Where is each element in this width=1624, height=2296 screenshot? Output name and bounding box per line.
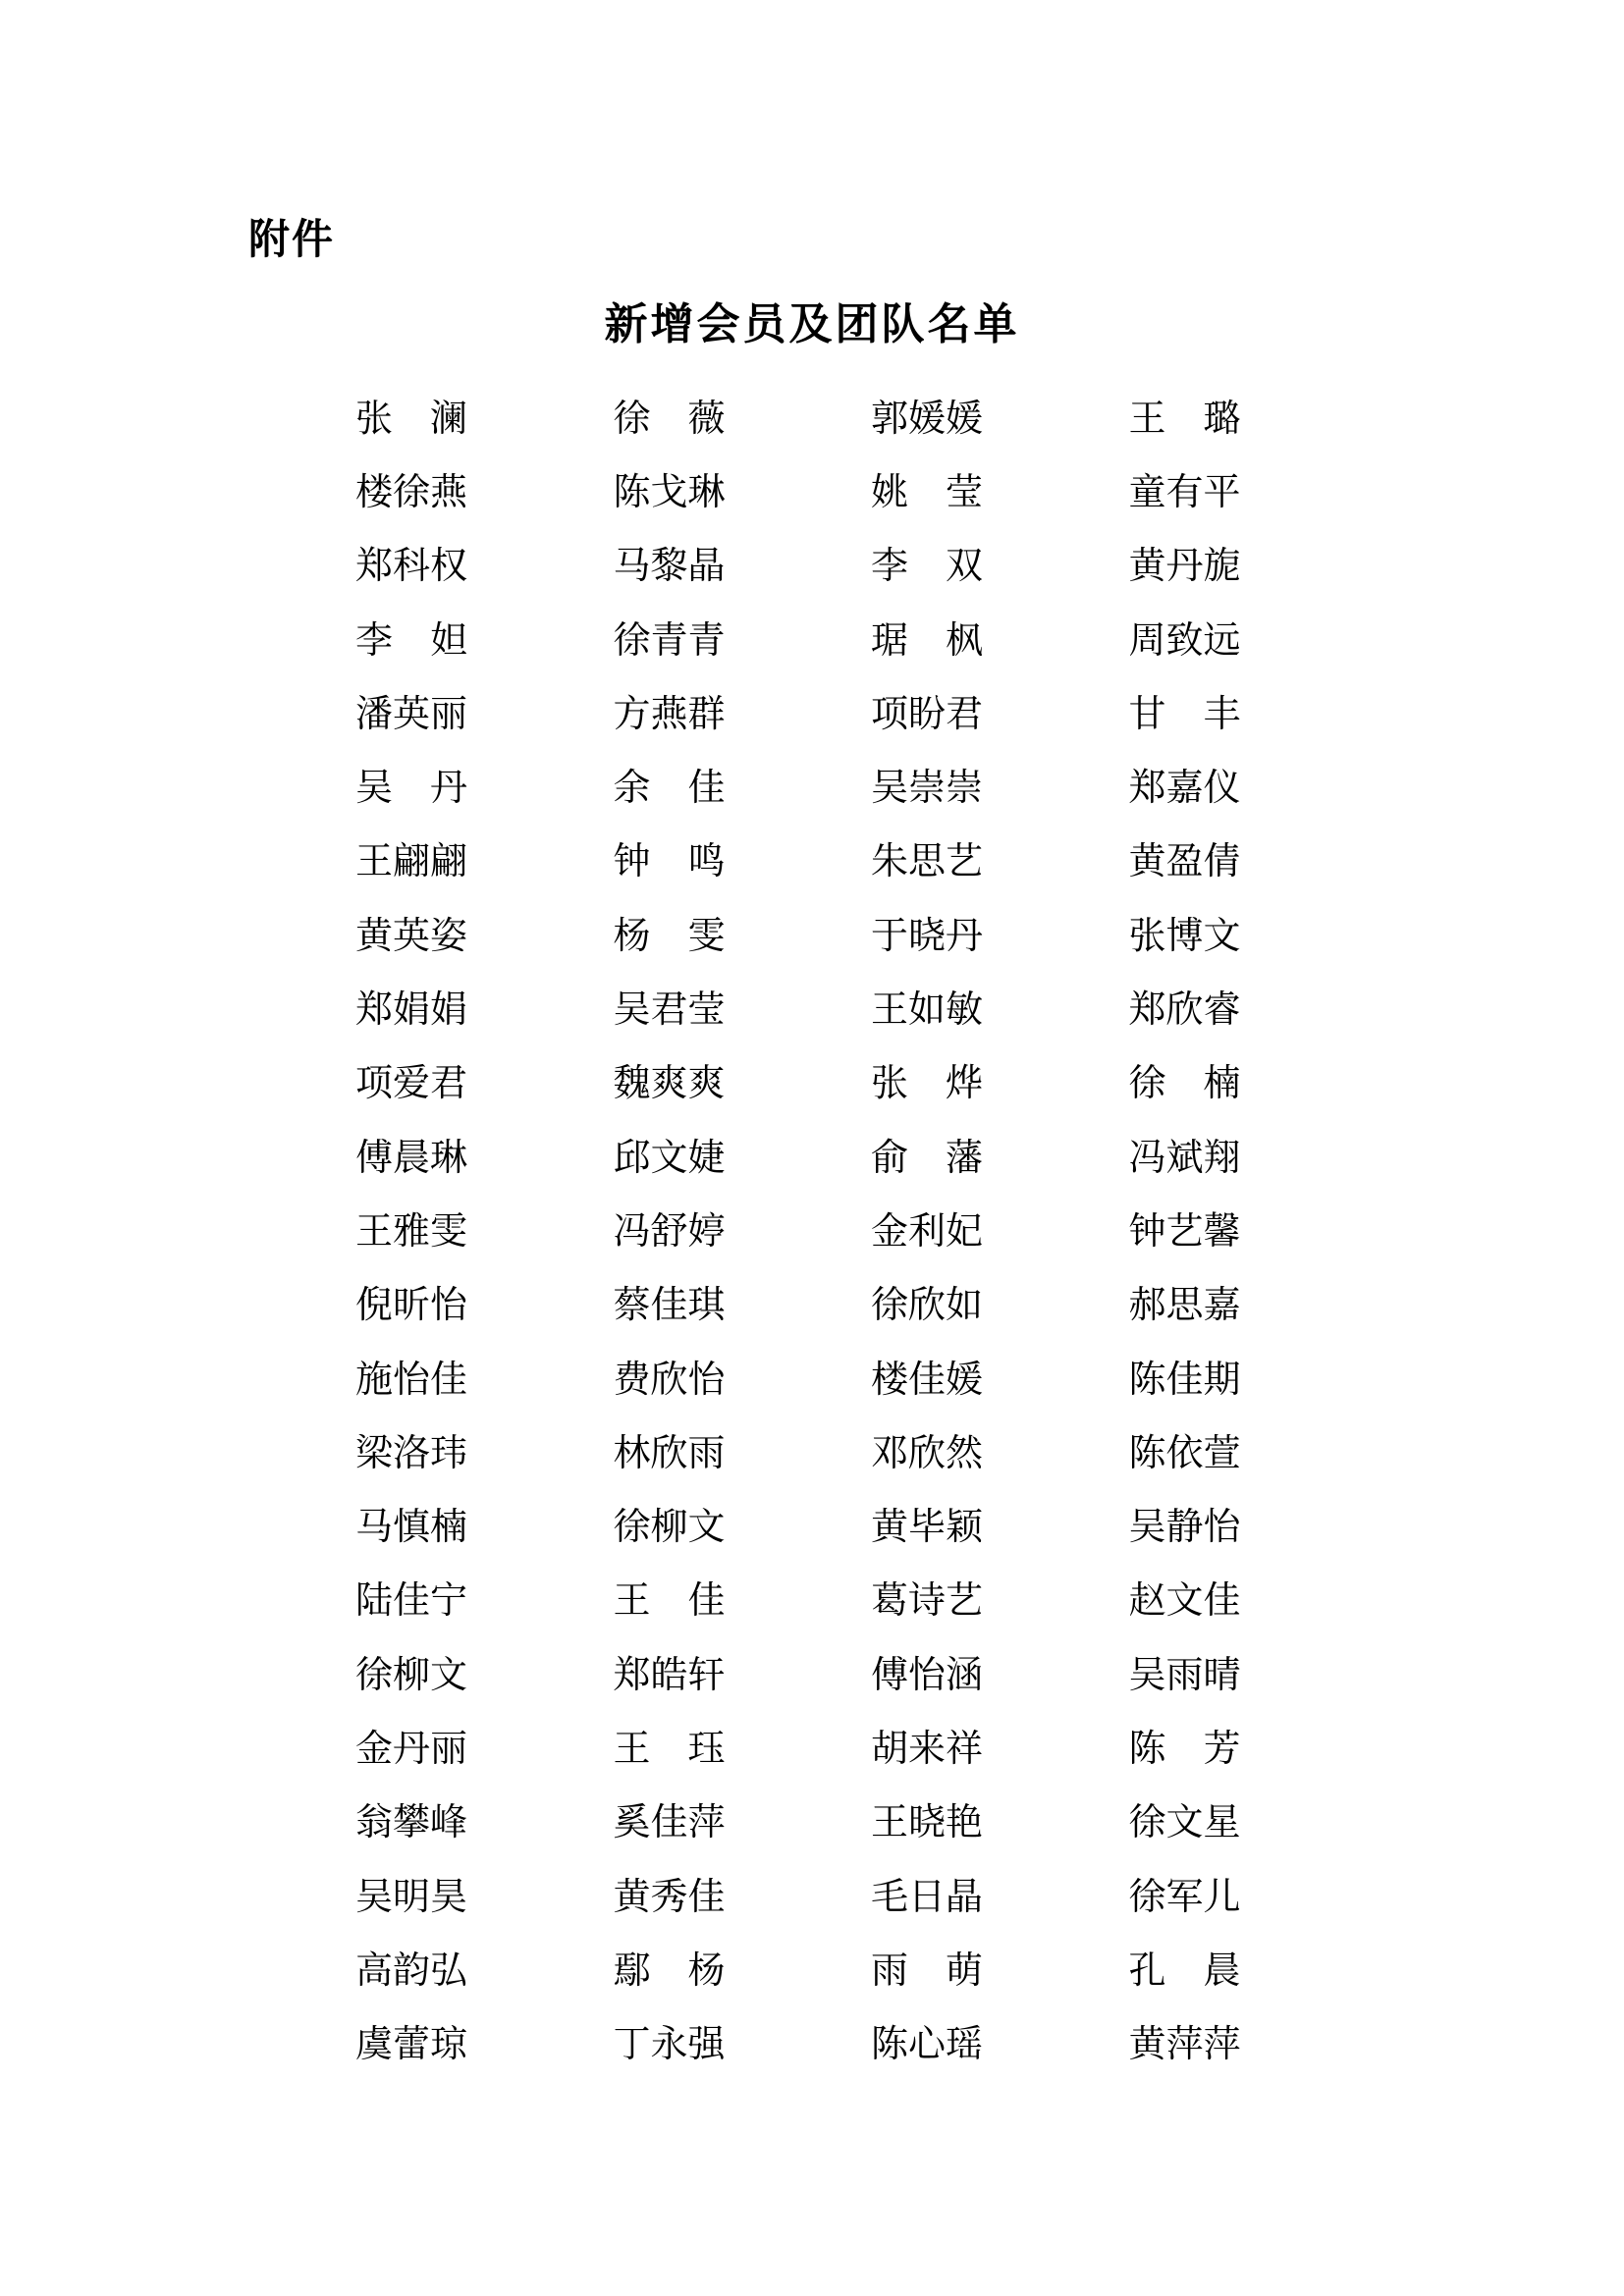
member-name: 魏爽爽 [613,1061,726,1105]
name-row [355,603,1386,676]
member-name: 王如敏 [871,988,984,1032]
member-name: 钟 鸣 [613,839,726,883]
name-row [355,1711,1386,1785]
member-name: 黄盈倩 [1128,839,1241,883]
member-name: 梁洛玮 [355,1430,468,1474]
member-name: 高韵弘 [355,1948,468,1992]
member-name: 王 璐 [1128,396,1241,440]
name-row [355,972,1386,1045]
member-name: 郑娟娟 [355,988,468,1032]
member-name: 王翩翩 [355,839,468,883]
name-row [355,1415,1386,1489]
member-name: 郑皓轩 [613,1652,726,1696]
member-name: 陈 芳 [1128,1726,1241,1770]
member-name: 陈戈琳 [613,469,726,513]
member-name: 毛日晶 [871,1874,984,1918]
member-name: 黄秀佳 [613,1874,726,1918]
member-name: 姚 莹 [871,469,984,513]
member-name: 徐文星 [1128,1800,1241,1844]
member-name: 张博文 [1128,913,1241,957]
member-name: 邓欣然 [871,1430,984,1474]
member-name: 黄毕颖 [871,1505,984,1549]
page-title: 新增会员及团队名单 [604,299,1020,349]
name-row [355,1342,1386,1415]
member-name: 吴君莹 [613,988,726,1032]
member-name: 郝思嘉 [1128,1283,1241,1327]
member-name: 马慎楠 [355,1505,468,1549]
name-row [355,1046,1386,1120]
member-name: 徐 楠 [1128,1061,1241,1105]
member-name: 邱文婕 [613,1135,726,1179]
member-name: 俞 藩 [871,1135,984,1179]
member-name: 陈依萱 [1128,1430,1241,1474]
member-name: 郑欣睿 [1128,988,1241,1032]
member-name: 郭媛媛 [871,396,984,440]
member-name: 王晓艳 [871,1800,984,1844]
member-name: 李 妲 [355,617,468,662]
member-name: 葛诗艺 [871,1578,984,1623]
member-name: 吴崇崇 [871,766,984,810]
member-name: 朱思艺 [871,839,984,883]
member-name: 陈佳期 [1128,1357,1241,1401]
member-name: 项爱君 [355,1061,468,1105]
name-row [355,454,1386,528]
member-name: 赵文佳 [1128,1578,1241,1623]
member-name: 徐柳文 [355,1652,468,1696]
member-name: 冯斌翔 [1128,1135,1241,1179]
member-name: 王雅雯 [355,1208,468,1253]
name-row [355,1194,1386,1267]
name-row [355,898,1386,972]
member-name: 黄英姿 [355,913,468,957]
name-row [355,825,1386,898]
member-name: 王 珏 [613,1726,726,1770]
member-name: 钟艺馨 [1128,1208,1241,1253]
member-name: 孔 晨 [1128,1948,1241,1992]
member-name: 奚佳萍 [613,1800,726,1844]
member-name: 马黎晶 [613,544,726,588]
name-list-grid [355,381,1386,2081]
member-name: 琚 枫 [871,617,984,662]
member-name: 吴雨晴 [1128,1652,1241,1696]
member-name: 虞蕾琼 [355,2022,468,2066]
name-row [355,676,1386,750]
name-row [355,529,1386,603]
member-name: 徐 薇 [613,396,726,440]
member-name: 郑科权 [355,544,468,588]
name-row [355,1489,1386,1563]
member-name: 吴 丹 [355,766,468,810]
member-name: 胡来祥 [871,1726,984,1770]
member-name: 费欣怡 [613,1357,726,1401]
attachment-label: 附件 [248,215,336,263]
member-name: 林欣雨 [613,1430,726,1474]
member-name: 鄢 杨 [613,1948,726,1992]
member-name: 蔡佳琪 [613,1283,726,1327]
member-name: 于晓丹 [871,913,984,957]
name-row [355,2007,1386,2081]
name-row [355,381,1386,454]
member-name: 杨 雯 [613,913,726,957]
member-name: 童有平 [1128,469,1241,513]
member-name: 黄丹旎 [1128,544,1241,588]
member-name: 楼徐燕 [355,469,468,513]
member-name: 潘英丽 [355,691,468,735]
member-name: 项盼君 [871,691,984,735]
member-name: 徐青青 [613,617,726,662]
member-name: 张 烨 [871,1061,984,1105]
member-name: 周致远 [1128,617,1241,662]
member-name: 徐军儿 [1128,1874,1241,1918]
member-name: 金利妃 [871,1208,984,1253]
name-row [355,1859,1386,1933]
name-row [355,750,1386,824]
member-name: 甘 丰 [1128,691,1241,735]
member-name: 傅晨琳 [355,1135,468,1179]
member-name: 翁攀峰 [355,1800,468,1844]
member-name: 吴明昊 [355,1874,468,1918]
member-name: 李 双 [871,544,984,588]
member-name: 陈心瑶 [871,2022,984,2066]
member-name: 方燕群 [613,691,726,735]
member-name: 冯舒婷 [613,1208,726,1253]
member-name: 陆佳宁 [355,1578,468,1623]
name-row [355,1564,1386,1637]
member-name: 施怡佳 [355,1357,468,1401]
name-row [355,1268,1386,1342]
member-name: 丁永强 [613,2022,726,2066]
member-name: 徐柳文 [613,1505,726,1549]
member-name: 金丹丽 [355,1726,468,1770]
member-name: 张 澜 [355,396,468,440]
name-row [355,1933,1386,2006]
member-name: 倪昕怡 [355,1283,468,1327]
member-name: 徐欣如 [871,1283,984,1327]
member-name: 黄萍萍 [1128,2022,1241,2066]
member-name: 郑嘉仪 [1128,766,1241,810]
name-row [355,1637,1386,1711]
name-row [355,1786,1386,1859]
member-name: 楼佳媛 [871,1357,984,1401]
name-row [355,1120,1386,1194]
member-name: 傅怡涵 [871,1652,984,1696]
member-name: 王 佳 [613,1578,726,1623]
member-name: 余 佳 [613,766,726,810]
member-name: 雨 萌 [871,1948,984,1992]
member-name: 吴静怡 [1128,1505,1241,1549]
